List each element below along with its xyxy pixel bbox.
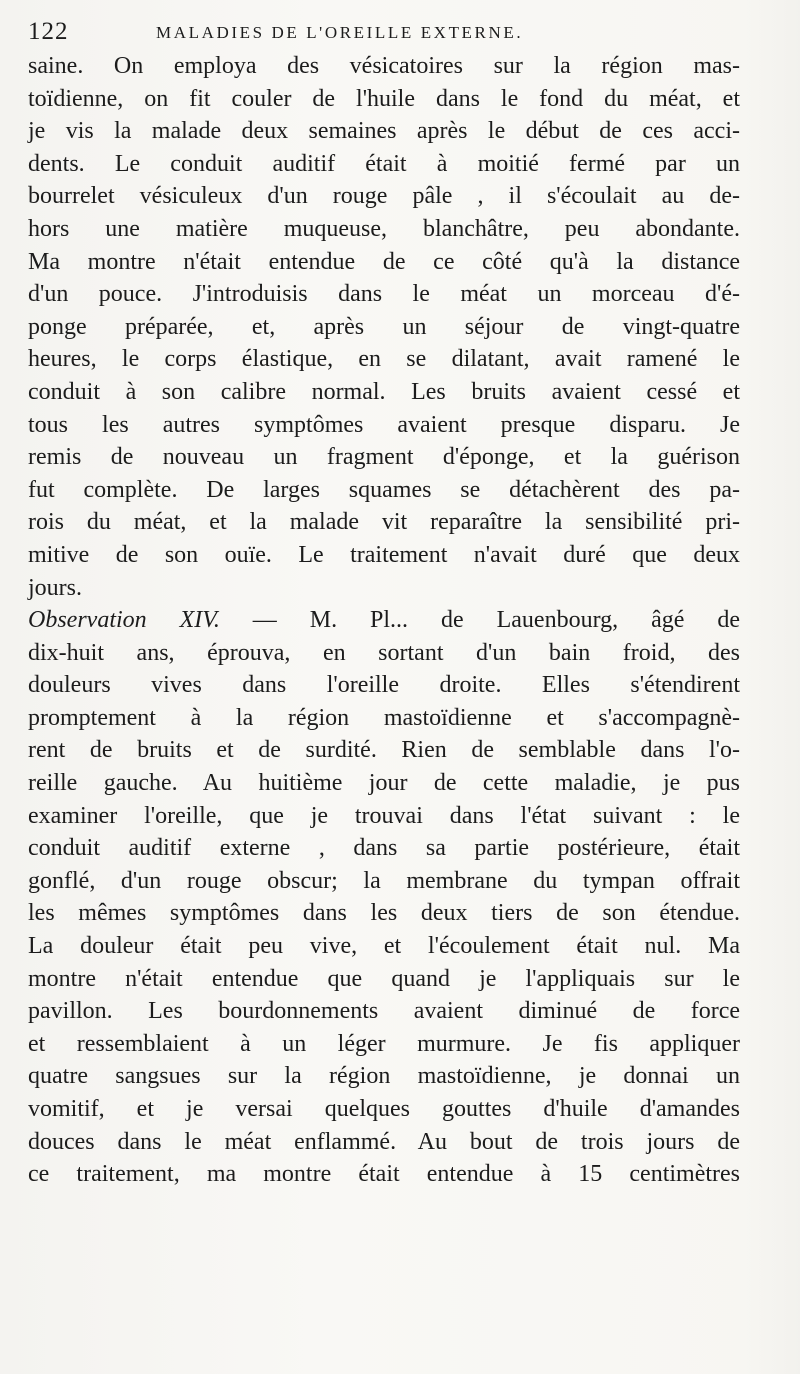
text-line: pavillon. Les bourdonnements avaient diminué de force xyxy=(28,998,740,1025)
text-line: toïdienne, on fit couler de l'huile dans le fond du méat, et xyxy=(28,85,740,112)
text-line: les mêmes symptômes dans les deux tiers de son étendue. xyxy=(28,900,740,927)
page-header xyxy=(28,18,728,48)
text-line: mitive de son ouïe. Le traitement n'avait duré que deux xyxy=(28,541,740,568)
text-line: et ressemblaient à un léger murmure. Je fis appliquer xyxy=(28,1030,740,1057)
text-line: ponge préparée, et, après un séjour de vingt-quatre xyxy=(28,313,740,340)
text-line: je vis la malade deux semaines après le début de ces acci- xyxy=(28,118,740,145)
page-edge-shadow xyxy=(740,0,800,1374)
text-line: douces dans le méat enflammé. Au bout de trois jours de xyxy=(28,1128,740,1155)
text-line: rois du méat, et la malade vit reparaître la sensibilité pri- xyxy=(28,509,740,536)
observation-heading-rest: — M. Pl... de Lauenbourg, âgé de xyxy=(219,607,740,634)
text-line: tous les autres symptômes avaient presque disparu. Je xyxy=(28,411,740,438)
running-head: MALADIES DE L'OREILLE EXTERNE. xyxy=(156,23,524,42)
text-line: vomitif, et je versai quelques gouttes d'huile d'amandes xyxy=(28,1096,740,1122)
text-line: examiner l'oreille, que je trouvai dans l'état suivant : le xyxy=(28,802,740,829)
text-line: jours. xyxy=(28,574,82,601)
body-text xyxy=(28,50,740,1191)
text-line: montre n'était entendue que quand je l'appliquais sur le xyxy=(28,965,740,992)
text-line: ce traitement, ma montre était entendue à 15 centimètres xyxy=(28,1161,740,1188)
text-line: conduit auditif externe , dans sa partie postérieure, était xyxy=(28,835,740,862)
observation-heading-line xyxy=(28,604,740,637)
text-line: bourrelet vésiculeux d'un rouge pâle , il s'écoulait au de- xyxy=(28,183,740,210)
text-line: d'un pouce. J'introduisis dans le méat un morceau d'é- xyxy=(28,281,740,308)
text-line: rent de bruits et de surdité. Rien de semblable dans l'o- xyxy=(28,737,740,764)
text-line: fut complète. De larges squames se détachèrent des pa- xyxy=(28,476,740,503)
page-number: 122 xyxy=(28,18,69,45)
text-line: Ma montre n'était entendue de ce côté qu'à la distance xyxy=(28,248,740,275)
text-line: douleurs vives dans l'oreille droite. Elles s'étendirent xyxy=(28,672,740,699)
text-line: remis de nouveau un fragment d'éponge, et la guérison xyxy=(28,444,740,471)
text-line: conduit à son calibre normal. Les bruits avaient cessé et xyxy=(28,378,740,405)
text-line: quatre sangsues sur la région mastoïdienne, je donnai un xyxy=(28,1063,740,1090)
text-line: reille gauche. Au huitième jour de cette maladie, je pus xyxy=(28,770,740,797)
observation-title: Observation XIV. xyxy=(28,607,220,634)
text-line: hors une matière muqueuse, blanchâtre, peu abondante. xyxy=(28,215,740,242)
text-line: dents. Le conduit auditif était à moitié fermé par un xyxy=(28,150,740,177)
text-line: promptement à la région mastoïdienne et s'accompagnè- xyxy=(28,704,740,731)
text-line: gonflé, d'un rouge obscur; la membrane du tympan offrait xyxy=(28,867,740,894)
text-line: La douleur était peu vive, et l'écoulement était nul. Ma xyxy=(28,933,740,960)
text-line: heures, le corps élastique, en se dilatant, avait ramené le xyxy=(28,346,740,373)
text-line: dix-huit ans, éprouva, en sortant d'un bain froid, des xyxy=(28,639,740,666)
text-line: saine. On employa des vésicatoires sur la région mas- xyxy=(28,53,740,79)
